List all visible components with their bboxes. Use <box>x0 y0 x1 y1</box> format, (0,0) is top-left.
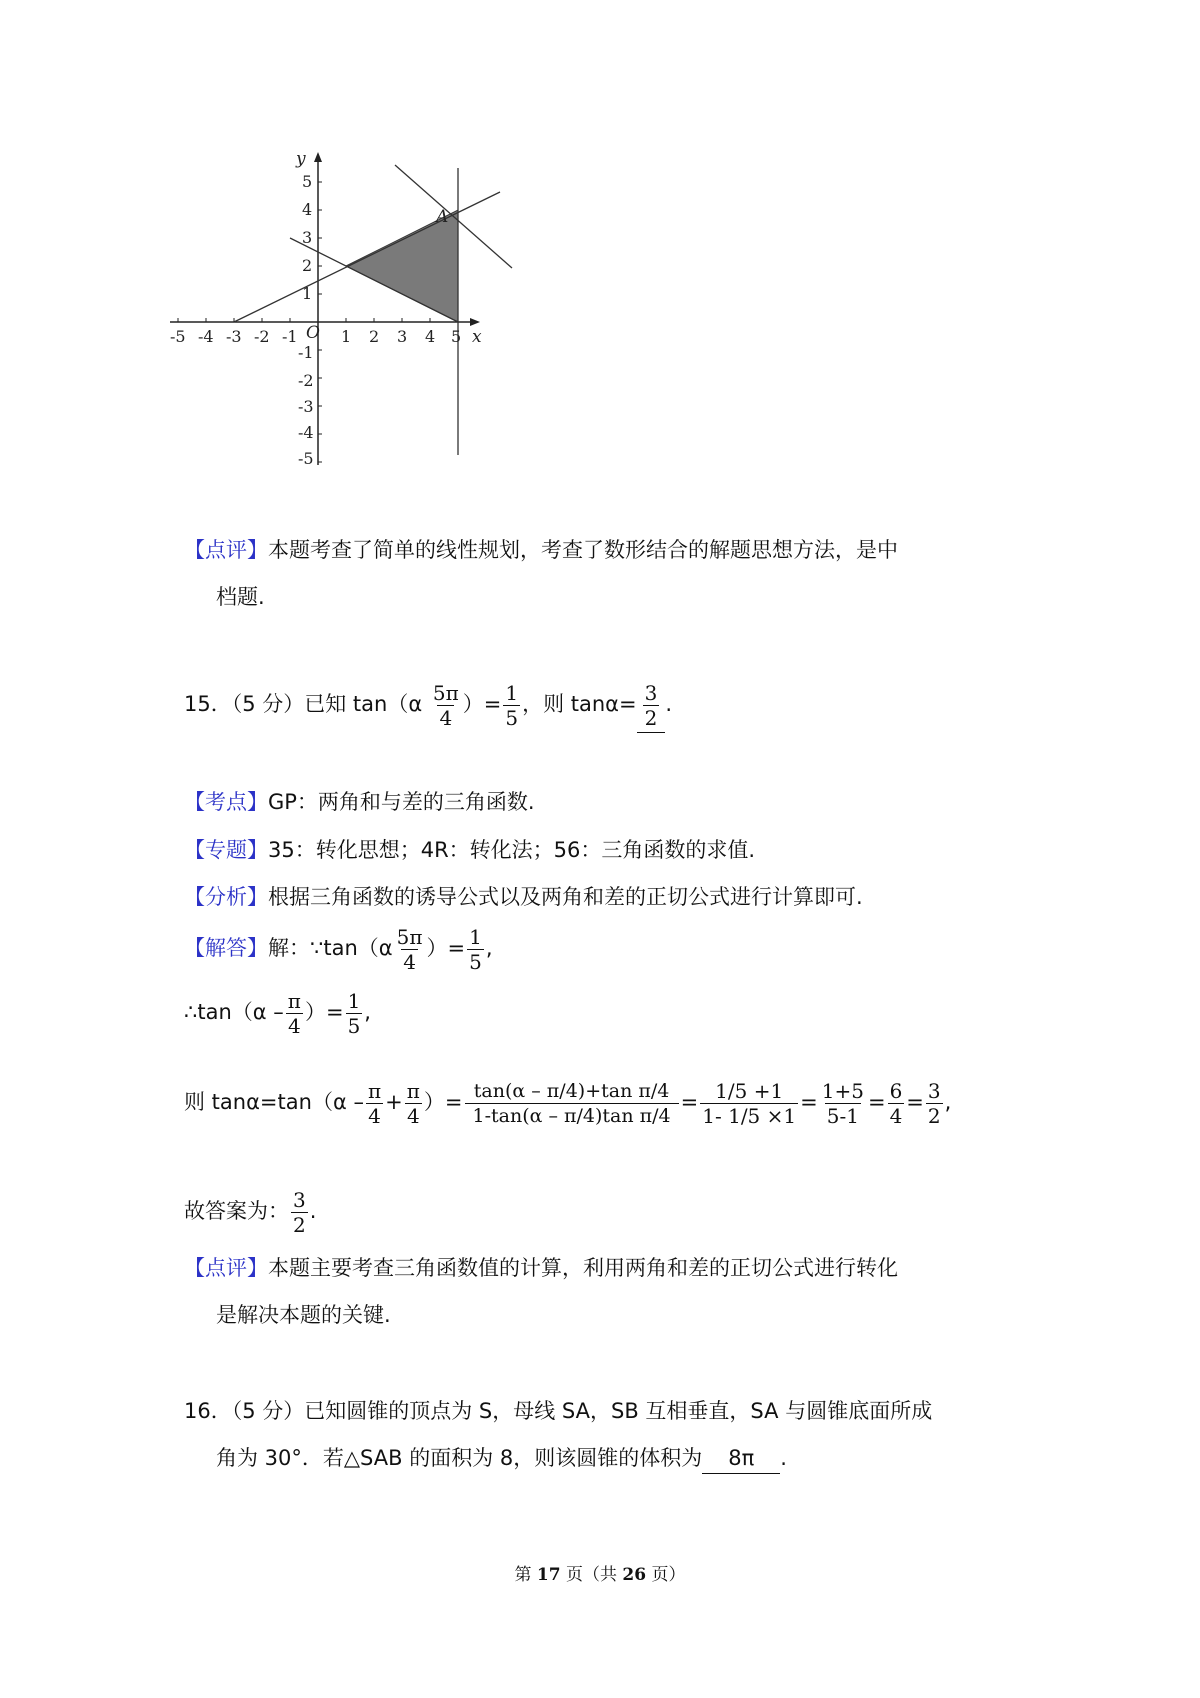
total-pages: 26 <box>622 1565 647 1585</box>
linear-programming-graph <box>170 150 530 470</box>
x-tick-label: 2 <box>369 327 380 346</box>
zhuanti-text: 35：转化思想；4R：转化法；56：三角函数的求值. <box>268 838 756 862</box>
zhuanti <box>184 835 755 865</box>
answer-frac: $\frac{3}{2}$ <box>293 1187 306 1237</box>
page-footer <box>0 1560 1200 1585</box>
step2-pre: ∴tan（α – <box>184 1000 284 1024</box>
q15-end: . <box>665 692 673 716</box>
x-tick-label: -5 <box>170 327 186 346</box>
footer-post: 页） <box>646 1565 686 1585</box>
q15-rhs: $\frac{1}{5}$ <box>505 680 519 730</box>
step3-pre: 则 tanα=tan（α – <box>184 1090 364 1114</box>
step2-frac2: $\frac{1}{5}$ <box>347 988 361 1038</box>
step2-end: , <box>364 1000 371 1024</box>
q15-prefix: 15．（5 分）已知 tan（α <box>184 692 423 716</box>
x-tick-label: -1 <box>282 327 298 346</box>
x-axis-arrow <box>470 318 480 326</box>
line-x-2y-3 <box>234 192 500 322</box>
y-tick-label: 4 <box>302 200 313 219</box>
jieda-mid: ）= <box>426 936 466 960</box>
jieda-pre: 解：∵tan（α <box>268 936 393 960</box>
review-14-cont <box>216 582 265 612</box>
kaodian-text: GP：两角和与差的三角函数. <box>268 790 535 814</box>
q16-answer-blank: 8π <box>702 1443 780 1474</box>
jieda-frac2: $\frac{1}{5}$ <box>469 924 482 974</box>
step3-end: , <box>944 1090 952 1114</box>
step-2 <box>184 984 371 1040</box>
step-3 <box>184 1052 951 1152</box>
origin-label: O <box>306 323 320 343</box>
step3-eq2: = <box>800 1090 818 1114</box>
q15-eq: ）= <box>462 692 502 716</box>
review-14 <box>184 535 898 565</box>
y-tick-label: 1 <box>302 284 313 303</box>
jieda-tag: 【解答】 <box>184 936 268 960</box>
answer-end: . <box>309 1199 317 1223</box>
q16-end: . <box>780 1446 787 1470</box>
y-tick-label: -4 <box>298 423 314 442</box>
step3-eq1: = <box>680 1090 699 1114</box>
review15-tag: 【点评】 <box>184 1256 268 1280</box>
q15-answer-blank: $\frac{3}{2}$ <box>637 676 666 733</box>
step3-f2: $\frac{1+5}{5-1}$ <box>821 1078 864 1128</box>
jieda-frac1: $\frac{5\pi}{4}$ <box>396 924 423 974</box>
x-tick-label: -3 <box>226 327 242 346</box>
x-axis-label: x <box>472 327 482 347</box>
final-answer <box>184 1183 316 1239</box>
step3-frac-b: $\frac{\pi}{4}$ <box>406 1078 420 1128</box>
x-tick-label: 3 <box>397 327 408 346</box>
x-tick-label: -4 <box>198 327 214 346</box>
x-tick-label: 4 <box>425 327 436 346</box>
point-a-label: A <box>436 207 449 227</box>
kaodian-tag: 【考点】 <box>184 790 268 814</box>
jieda-end: , <box>485 936 493 960</box>
jieda <box>184 920 493 976</box>
y-tick-label: 3 <box>302 228 313 247</box>
x-tick-label: -2 <box>254 327 270 346</box>
kaodian <box>184 787 535 817</box>
footer-pre: 第 <box>514 1565 537 1585</box>
fenxi <box>184 882 863 912</box>
question-16 <box>184 1396 932 1426</box>
footer-mid: 页（共 <box>560 1565 623 1585</box>
page-number: 17 <box>536 1565 561 1585</box>
q15-suffix: ，则 tanα= <box>522 692 637 716</box>
q16-line1: 16．（5 分）已知圆锥的顶点为 S，母线 SA，SB 互相垂直，SA 与圆锥底面所成 <box>184 1399 933 1423</box>
y-tick-label: -1 <box>298 343 314 362</box>
step3-eq4: = <box>906 1090 924 1114</box>
y-axis-label: y <box>296 150 306 169</box>
zhuanti-tag: 【专题】 <box>184 838 268 862</box>
review15-text-cont: 是解决本题的关键. <box>216 1303 391 1327</box>
q16-line2: 角为 30°．若△SAB 的面积为 8，则该圆锥的体积为 <box>216 1446 703 1470</box>
question-15 <box>184 676 672 733</box>
step2-frac1: $\frac{\pi}{4}$ <box>287 988 301 1038</box>
y-tick-label: 2 <box>302 256 313 275</box>
step3-close: ）= <box>423 1090 463 1114</box>
fenxi-tag: 【分析】 <box>184 885 268 909</box>
x-tick-label: 5 <box>451 327 462 346</box>
y-tick-label: -5 <box>298 449 314 468</box>
review-tag: 【点评】 <box>184 538 268 562</box>
answer-pre: 故答案为： <box>184 1199 289 1223</box>
step3-plus: + <box>385 1090 403 1114</box>
review15-text: 本题主要考查三角函数值的计算，利用两角和差的正切公式进行转化 <box>268 1256 898 1280</box>
y-tick-label: -2 <box>298 371 314 390</box>
q15-fraction: $\frac{5\pi}{4}$ <box>432 680 459 730</box>
step3-eq3: = <box>867 1090 886 1114</box>
step3-f3: $\frac{6}{4}$ <box>889 1078 903 1128</box>
y-tick-label: 5 <box>302 172 313 191</box>
step2-mid: ）= <box>304 1000 344 1024</box>
step3-frac-a: $\frac{\pi}{4}$ <box>367 1078 382 1128</box>
review-15-cont <box>216 1300 391 1330</box>
review-text-cont: 档题. <box>216 585 265 609</box>
step3-f4: $\frac{3}{2}$ <box>927 1078 941 1128</box>
review-15 <box>184 1253 898 1283</box>
y-axis-arrow <box>314 152 322 162</box>
y-tick-label: -3 <box>298 397 314 416</box>
fenxi-text: 根据三角函数的诱导公式以及两角和差的正切公式进行计算即可. <box>268 885 863 909</box>
step3-big-fraction: $\frac{\text{tan(α – π/4)+tan π/4}}{\text{1-tan(α – π/4)tan π/4}}$ <box>465 1079 679 1128</box>
x-tick-label: 1 <box>341 327 352 346</box>
question-16-cont <box>216 1443 787 1474</box>
step3-eq1-frac: $\frac{1/5 +1}{1- 1/5 \times 1}$ <box>702 1078 797 1128</box>
review-text: 本题考查了简单的线性规划，考查了数形结合的解题思想方法，是中 <box>268 538 898 562</box>
